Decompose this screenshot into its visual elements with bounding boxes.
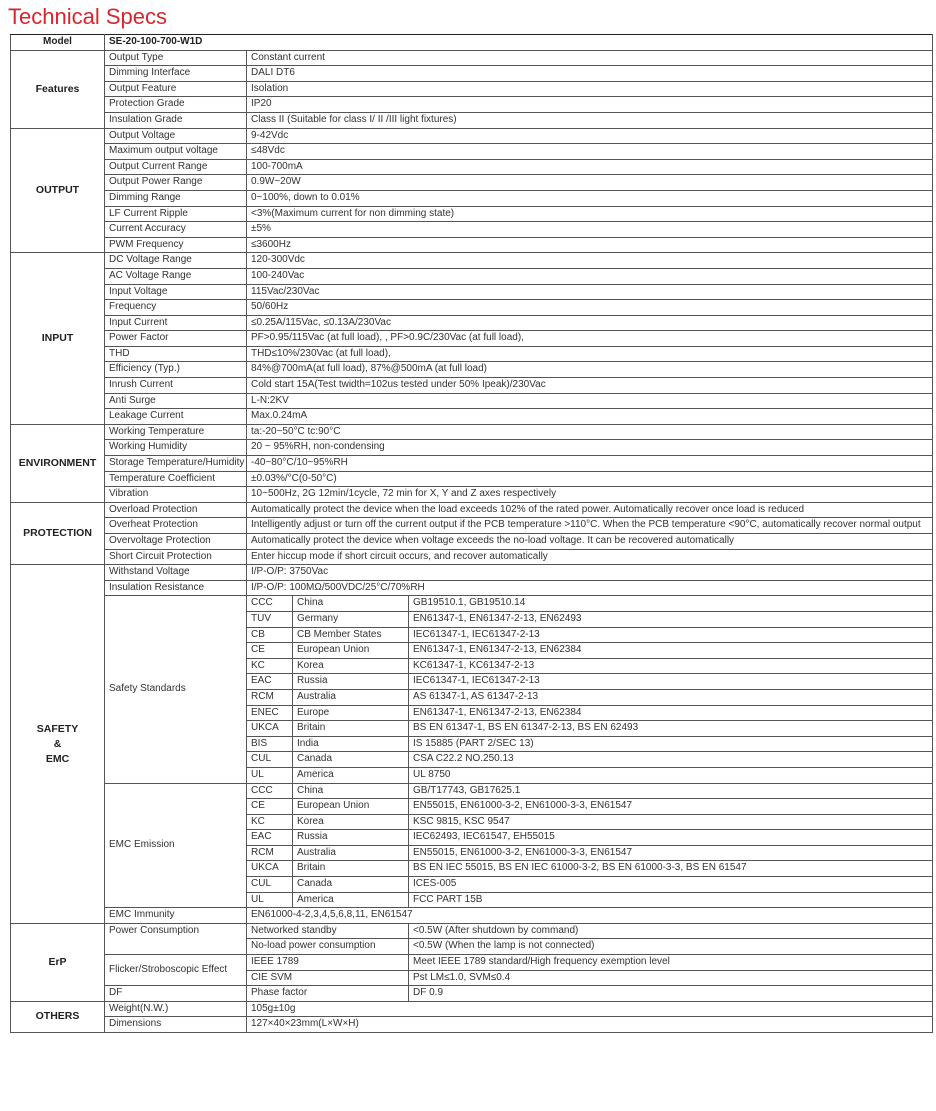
standard-row bbox=[11, 783, 933, 799]
standard-value: EN61347-1, EN61347-2-13, EN62384 bbox=[409, 643, 933, 659]
spec-row bbox=[11, 300, 933, 316]
standard-region: India bbox=[293, 736, 409, 752]
spec-row bbox=[11, 362, 933, 378]
spec-row bbox=[11, 1017, 933, 1033]
standard-region: European Union bbox=[293, 799, 409, 815]
section-name: ErP bbox=[11, 923, 105, 1001]
spec-row bbox=[11, 518, 933, 534]
standard-value: GB19510.1, GB19510.14 bbox=[409, 596, 933, 612]
spec-value: 10~500Hz, 2G 12min/1cycle, 72 min for X, Y and Z axes respectively bbox=[247, 487, 933, 503]
spec-value: 100-700mA bbox=[247, 159, 933, 175]
spec-value: Cold start 15A(Test twidth=102us tested under 50% Ipeak)/230Vac bbox=[247, 378, 933, 394]
standard-value: KC61347-1, KC61347-2-13 bbox=[409, 658, 933, 674]
spec-value: 9-42Vdc bbox=[247, 128, 933, 144]
spec-value: Constant current bbox=[247, 50, 933, 66]
spec-row bbox=[11, 346, 933, 362]
spec-value: Max.0.24mA bbox=[247, 409, 933, 425]
erp-row bbox=[11, 986, 933, 1002]
standard-code: CUL bbox=[247, 752, 293, 768]
standard-region: Australia bbox=[293, 845, 409, 861]
spec-value: THD≤10%/230Vac (at full load), bbox=[247, 346, 933, 362]
page-title: Technical Specs bbox=[8, 4, 167, 29]
standard-code: RCM bbox=[247, 845, 293, 861]
spec-label: Working Humidity bbox=[105, 440, 247, 456]
spec-label: AC Voltage Range bbox=[105, 268, 247, 284]
spec-row bbox=[11, 565, 933, 581]
spec-row bbox=[11, 159, 933, 175]
spec-value: Automatically protect the device when voltage exceeds the no-load voltage. It can be recovered automatically bbox=[247, 534, 933, 550]
spec-label: Efficiency (Typ.) bbox=[105, 362, 247, 378]
standard-region: Korea bbox=[293, 658, 409, 674]
spec-label: Output Voltage bbox=[105, 128, 247, 144]
spec-value: 100-240Vac bbox=[247, 268, 933, 284]
standard-region: Russia bbox=[293, 674, 409, 690]
spec-label: Input Current bbox=[105, 315, 247, 331]
model-value: SE-20-100-700-W1D bbox=[105, 35, 933, 51]
erp-item: Networked standby bbox=[247, 923, 409, 939]
standard-code: UKCA bbox=[247, 861, 293, 877]
spec-label: Current Accuracy bbox=[105, 222, 247, 238]
spec-label: Storage Temperature/Humidity bbox=[105, 456, 247, 472]
standard-region: China bbox=[293, 783, 409, 799]
spec-row bbox=[11, 50, 933, 66]
erp-item: Phase factor bbox=[247, 986, 409, 1002]
standard-value: IEC61347-1, IEC61347-2-13 bbox=[409, 627, 933, 643]
standard-region: Australia bbox=[293, 689, 409, 705]
spec-row bbox=[11, 175, 933, 191]
erp-value: Meet IEEE 1789 standard/High frequency exemption level bbox=[409, 955, 933, 971]
standard-code: KC bbox=[247, 658, 293, 674]
standard-value: EN55015, EN61000-3-2, EN61000-3-3, EN61547 bbox=[409, 845, 933, 861]
standard-region: CB Member States bbox=[293, 627, 409, 643]
standard-region: Germany bbox=[293, 611, 409, 627]
standard-value: FCC PART 15B bbox=[409, 892, 933, 908]
standard-code: ENEC bbox=[247, 705, 293, 721]
standard-region: Russia bbox=[293, 830, 409, 846]
spec-row bbox=[11, 222, 933, 238]
spec-value: <3%(Maximum current for non dimming state) bbox=[247, 206, 933, 222]
spec-label: EMC Immunity bbox=[105, 908, 247, 924]
standard-region: China bbox=[293, 596, 409, 612]
section-name: OTHERS bbox=[11, 1001, 105, 1032]
spec-label: Weight(N.W.) bbox=[105, 1001, 247, 1017]
spec-label: Anti Surge bbox=[105, 393, 247, 409]
spec-label: Input Voltage bbox=[105, 284, 247, 300]
spec-label: Output Current Range bbox=[105, 159, 247, 175]
spec-label: Output Power Range bbox=[105, 175, 247, 191]
spec-value: Class II (Suitable for class I/ II /III light fixtures) bbox=[247, 112, 933, 128]
spec-row bbox=[11, 112, 933, 128]
standard-code: CUL bbox=[247, 877, 293, 893]
standard-code: TUV bbox=[247, 611, 293, 627]
spec-row bbox=[11, 471, 933, 487]
spec-label: Short Circuit Protection bbox=[105, 549, 247, 565]
standard-code: CCC bbox=[247, 783, 293, 799]
spec-row bbox=[11, 253, 933, 269]
spec-label: EMC Emission bbox=[105, 783, 247, 908]
spec-label: Overload Protection bbox=[105, 502, 247, 518]
spec-label: Output Type bbox=[105, 50, 247, 66]
erp-value: <0.5W (After shutdown by command) bbox=[409, 923, 933, 939]
spec-value: ≤48Vdc bbox=[247, 144, 933, 160]
spec-row bbox=[11, 393, 933, 409]
spec-row bbox=[11, 409, 933, 425]
erp-row bbox=[11, 955, 933, 971]
section-name-line: SAFETY bbox=[36, 722, 79, 735]
spec-row bbox=[11, 268, 933, 284]
spec-label: Safety Standards bbox=[105, 596, 247, 783]
spec-value: EN61000-4-2,3,4,5,6,8,11, EN61547 bbox=[247, 908, 933, 924]
spec-value: DALI DT6 bbox=[247, 66, 933, 82]
spec-value: 127×40×23mm(L×W×H) bbox=[247, 1017, 933, 1033]
spec-value: Automatically protect the device when the load exceeds 102% of the rated power. Automatically recover once load is reduced bbox=[247, 502, 933, 518]
spec-value: 120-300Vdc bbox=[247, 253, 933, 269]
spec-label: Overheat Protection bbox=[105, 518, 247, 534]
spec-row bbox=[11, 580, 933, 596]
erp-row bbox=[11, 923, 933, 939]
section-name-line: EMC bbox=[45, 752, 70, 765]
standard-region: Europe bbox=[293, 705, 409, 721]
spec-label: Inrush Current bbox=[105, 378, 247, 394]
spec-label: Output Feature bbox=[105, 81, 247, 97]
standard-region: America bbox=[293, 892, 409, 908]
standard-code: BIS bbox=[247, 736, 293, 752]
erp-value: <0.5W (When the lamp is not connected) bbox=[409, 939, 933, 955]
standard-value: UL 8750 bbox=[409, 767, 933, 783]
spec-value: I/P-O/P: 100MΩ/500VDC/25°C/70%RH bbox=[247, 580, 933, 596]
erp-item: IEEE 1789 bbox=[247, 955, 409, 971]
spec-value: Isolation bbox=[247, 81, 933, 97]
standard-code: RCM bbox=[247, 689, 293, 705]
standard-region: Canada bbox=[293, 877, 409, 893]
spec-label: THD bbox=[105, 346, 247, 362]
spec-row bbox=[11, 190, 933, 206]
spec-value: I/P-O/P: 3750Vac bbox=[247, 565, 933, 581]
spec-label: Temperature Coefficient bbox=[105, 471, 247, 487]
spec-label: DF bbox=[105, 986, 247, 1002]
spec-row bbox=[11, 81, 933, 97]
standard-value: BS EN IEC 55015, BS EN IEC 61000-3-2, BS EN 61000-3-3, BS EN 61547 bbox=[409, 861, 933, 877]
section-name-line: & bbox=[53, 737, 62, 750]
spec-row bbox=[11, 315, 933, 331]
standard-value: EN61347-1, EN61347-2-13, EN62384 bbox=[409, 705, 933, 721]
standard-code: CE bbox=[247, 799, 293, 815]
spec-label: Frequency bbox=[105, 300, 247, 316]
spec-label: Dimming Interface bbox=[105, 66, 247, 82]
spec-label: Vibration bbox=[105, 487, 247, 503]
spec-label: LF Current Ripple bbox=[105, 206, 247, 222]
spec-value: IP20 bbox=[247, 97, 933, 113]
spec-label: Leakage Current bbox=[105, 409, 247, 425]
spec-row bbox=[11, 97, 933, 113]
spec-label: Power Consumption bbox=[105, 923, 247, 954]
spec-row bbox=[11, 237, 933, 253]
spec-table bbox=[10, 34, 933, 1033]
spec-label: PWM Frequency bbox=[105, 237, 247, 253]
standard-value: EN61347-1, EN61347-2-13, EN62493 bbox=[409, 611, 933, 627]
spec-value: -40~80°C/10~95%RH bbox=[247, 456, 933, 472]
spec-row bbox=[11, 128, 933, 144]
standard-region: Korea bbox=[293, 814, 409, 830]
spec-label: Withstand Voltage bbox=[105, 565, 247, 581]
standard-value: ICES-005 bbox=[409, 877, 933, 893]
standard-value: IEC61347-1, IEC61347-2-13 bbox=[409, 674, 933, 690]
spec-row bbox=[11, 487, 933, 503]
spec-value: ≤0.25A/115Vac, ≤0.13A/230Vac bbox=[247, 315, 933, 331]
spec-label: Dimensions bbox=[105, 1017, 247, 1033]
spec-value: Enter hiccup mode if short circuit occurs, and recover automatically bbox=[247, 549, 933, 565]
spec-label: Insulation Grade bbox=[105, 112, 247, 128]
standard-code: EAC bbox=[247, 674, 293, 690]
standard-region: Britain bbox=[293, 721, 409, 737]
spec-label: Flicker/Stroboscopic Effect bbox=[105, 955, 247, 986]
spec-label: Insulation Resistance bbox=[105, 580, 247, 596]
spec-value: 0.9W~20W bbox=[247, 175, 933, 191]
standard-value: EN55015, EN61000-3-2, EN61000-3-3, EN61547 bbox=[409, 799, 933, 815]
standard-code: UL bbox=[247, 767, 293, 783]
spec-value: 50/60Hz bbox=[247, 300, 933, 316]
spec-label: Overvoltage Protection bbox=[105, 534, 247, 550]
spec-row bbox=[11, 284, 933, 300]
spec-label: Dimming Range bbox=[105, 190, 247, 206]
spec-row bbox=[11, 206, 933, 222]
section-name: OUTPUT bbox=[11, 128, 105, 253]
standard-value: CSA C22.2 NO.250.13 bbox=[409, 752, 933, 768]
spec-label: Protection Grade bbox=[105, 97, 247, 113]
spec-value: 0~100%, down to 0.01% bbox=[247, 190, 933, 206]
spec-label: Working Temperature bbox=[105, 424, 247, 440]
spec-value: PF>0.95/115Vac (at full load), , PF>0.9C/230Vac (at full load), bbox=[247, 331, 933, 347]
spec-row bbox=[11, 549, 933, 565]
spec-row bbox=[11, 440, 933, 456]
erp-item: No-load power consumption bbox=[247, 939, 409, 955]
spec-row bbox=[11, 66, 933, 82]
standard-value: IEC62493, IEC61547, EH55015 bbox=[409, 830, 933, 846]
spec-row bbox=[11, 908, 933, 924]
spec-value: 105g±10g bbox=[247, 1001, 933, 1017]
spec-value: ±5% bbox=[247, 222, 933, 238]
spec-row bbox=[11, 1001, 933, 1017]
spec-value: L-N:2KV bbox=[247, 393, 933, 409]
standard-code: KC bbox=[247, 814, 293, 830]
spec-label: Power Factor bbox=[105, 331, 247, 347]
standard-value: KSC 9815, KSC 9547 bbox=[409, 814, 933, 830]
section-name: PROTECTION bbox=[11, 502, 105, 564]
standard-code: CCC bbox=[247, 596, 293, 612]
erp-value: Pst LM≤1.0, SVM≤0.4 bbox=[409, 970, 933, 986]
spec-row bbox=[11, 456, 933, 472]
standard-region: European Union bbox=[293, 643, 409, 659]
spec-row bbox=[11, 534, 933, 550]
spec-value: 84%@700mA(at full load), 87%@500mA (at full load) bbox=[247, 362, 933, 378]
spec-value: Intelligently adjust or turn off the current output if the PCB temperature >110°C. When the PCB temperature <90°C, automatically recover normal output bbox=[247, 518, 933, 534]
spec-value: 20 ~ 95%RH, non-condensing bbox=[247, 440, 933, 456]
model-label: Model bbox=[11, 35, 105, 51]
spec-row bbox=[11, 378, 933, 394]
erp-item: CIE SVM bbox=[247, 970, 409, 986]
standard-region: Canada bbox=[293, 752, 409, 768]
standard-row bbox=[11, 596, 933, 612]
spec-row bbox=[11, 424, 933, 440]
standard-code: UKCA bbox=[247, 721, 293, 737]
standard-value: GB/T17743, GB17625.1 bbox=[409, 783, 933, 799]
standard-value: IS 15885 (PART 2/SEC 13) bbox=[409, 736, 933, 752]
spec-row bbox=[11, 144, 933, 160]
spec-row bbox=[11, 502, 933, 518]
spec-label: Maximum output voltage bbox=[105, 144, 247, 160]
standard-region: Britain bbox=[293, 861, 409, 877]
section-name: ENVIRONMENT bbox=[11, 424, 105, 502]
model-row bbox=[11, 35, 933, 51]
section-name bbox=[11, 565, 105, 924]
standard-value: BS EN 61347-1, BS EN 61347-2-13, BS EN 62493 bbox=[409, 721, 933, 737]
spec-label: DC Voltage Range bbox=[105, 253, 247, 269]
spec-value: 115Vac/230Vac bbox=[247, 284, 933, 300]
erp-value: DF 0.9 bbox=[409, 986, 933, 1002]
spec-value: ±0.03%/°C(0-50°C) bbox=[247, 471, 933, 487]
section-name: Features bbox=[11, 50, 105, 128]
standard-region: America bbox=[293, 767, 409, 783]
standard-code: CB bbox=[247, 627, 293, 643]
standard-code: CE bbox=[247, 643, 293, 659]
section-name: INPUT bbox=[11, 253, 105, 425]
standard-value: AS 61347-1, AS 61347-2-13 bbox=[409, 689, 933, 705]
spec-value: ta:-20~50°C tc:90°C bbox=[247, 424, 933, 440]
spec-row bbox=[11, 331, 933, 347]
standard-code: EAC bbox=[247, 830, 293, 846]
standard-code: UL bbox=[247, 892, 293, 908]
spec-value: ≤3600Hz bbox=[247, 237, 933, 253]
